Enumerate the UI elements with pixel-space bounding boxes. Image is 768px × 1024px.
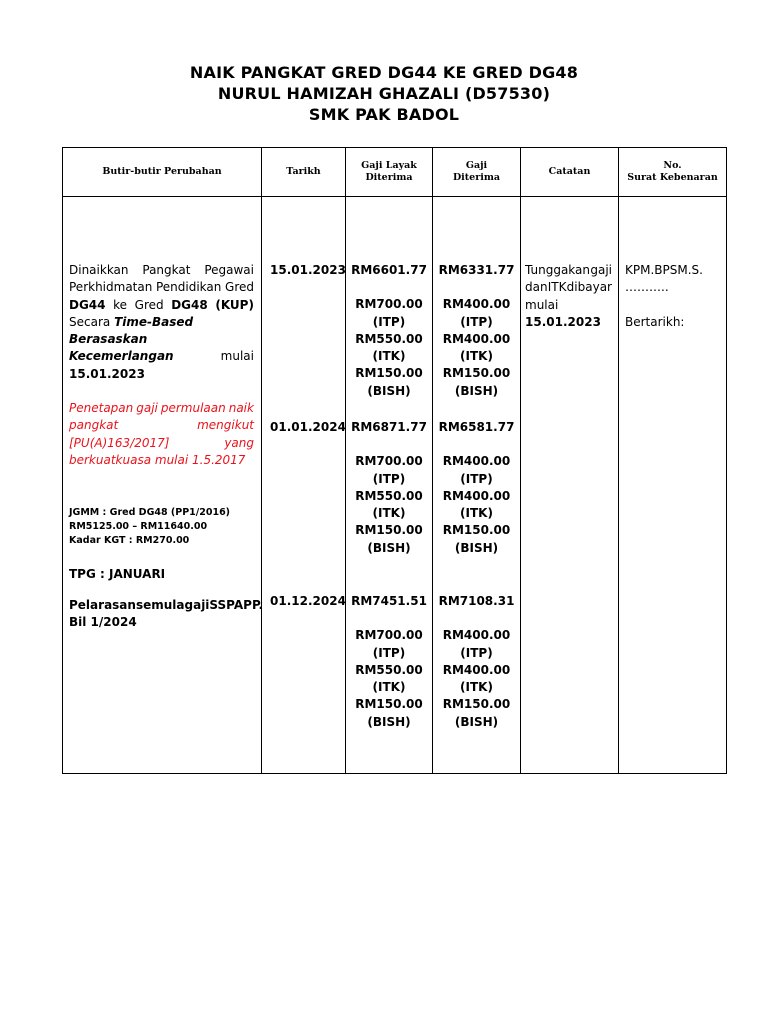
tarikh-value: 15.01.2023 [270,263,346,277]
gaji-layak-cell [346,197,433,774]
bish-amount: RM150.00 [355,697,423,712]
jgmm-line: Kadar KGT : RM270.00 [69,535,190,546]
surat-ref-dots: ……….. [625,280,669,295]
gaji-diterima-block [433,593,520,731]
note-line: Penetapan gaji permulaan naik [69,401,254,415]
jgmm-line: JGMM : Gred DG48 (PP1/2016) [69,507,231,518]
itp-amount: RM700.00 [355,628,423,643]
pu-note [69,400,254,469]
itk-label: (ITK) [460,349,493,364]
butir-cell [63,197,262,774]
header-gaji-layak: Gaji Layak Diterima [346,148,433,197]
bish-amount: RM150.00 [442,366,511,381]
itk-amount: RM550.00 [355,662,423,677]
catatan-line: Tunggakan gaji [525,263,612,277]
jgmm-line: RM5125.00 – RM11640.00 [69,521,208,532]
surat-bertarikh: Bertarikh: [625,314,685,329]
bish-amount: RM150.00 [442,697,511,712]
surat-kebenaran-cell [619,197,727,774]
note-line: [PU(A)163/2017] yang [69,435,254,450]
bish-label: (BISH) [454,383,499,398]
itk-label: (ITK) [372,506,406,521]
tpg-label: TPG : JANUARI [69,567,166,581]
catatan-line: 15.01.2023 [525,314,601,329]
salary-change-table [62,147,727,774]
itk-amount: RM400.00 [442,662,511,677]
gaji-diterima-block [433,262,520,400]
itp-amount: RM400.00 [442,628,511,643]
table-body-row [63,197,727,774]
itp-label: (ITP) [460,645,493,660]
itk-amount: RM550.00 [355,331,423,346]
para-line: Secara Time-Based Berasaskan [69,314,194,347]
header-catatan: Catatan [521,148,619,197]
bish-label: (BISH) [454,540,499,555]
pelarasan-paragraph [69,597,264,632]
gaji-main: RM6331.77 [438,263,515,277]
itk-amount: RM400.00 [442,331,511,346]
itp-amount: RM700.00 [355,454,423,469]
note-line: berkuatkuasa mulai 1.5.2017 [69,452,246,467]
gaji-layak-block [346,593,432,731]
catatan-cell [521,197,619,774]
surat-text [625,262,703,331]
gaji-diterima-cell [433,197,521,774]
itk-label: (ITK) [460,506,493,521]
header-butir: Butir-butir Perubahan [63,148,262,197]
catatan-line: mulai [525,297,559,312]
gaji-main: RM7108.31 [438,594,515,608]
gaji-main: RM6871.77 [351,420,427,434]
itk-label: (ITK) [372,349,406,364]
itp-label: (ITP) [372,471,406,486]
note-line: pangkat mengikut [69,418,254,433]
bish-amount: RM150.00 [442,523,511,538]
gaji-diterima-block [433,419,520,557]
itp-label: (ITP) [372,645,406,660]
bish-amount: RM150.00 [355,366,423,381]
jgmm-info [69,506,230,548]
surat-ref: KPM.BPSM.S. [625,263,703,277]
itp-label: (ITP) [460,314,493,329]
para-line: Kecemerlangan mulai [69,349,254,364]
gaji-main: RM6601.77 [351,263,427,277]
tarikh-value: 01.12.2024 [270,594,346,608]
tarikh-value: 01.01.2024 [270,420,346,434]
catatan-text [525,262,612,331]
itk-amount: RM550.00 [355,488,423,503]
itk-amount: RM400.00 [442,488,511,503]
itp-amount: RM400.00 [442,297,511,312]
gaji-layak-block [346,262,432,400]
bish-label: (BISH) [367,714,411,729]
itk-label: (ITK) [460,680,493,695]
para-line: Perkhidmatan Pendidikan Gred [69,280,254,295]
itp-label: (ITP) [372,314,406,329]
title-line-3: SMK PAK BADOL [308,105,460,124]
table-header-row [63,148,727,197]
header-gaji-diterima: Gaji Diterima [433,148,521,197]
para-line: Dinaikkan Pangkat Pegawai [69,263,254,277]
bish-label: (BISH) [454,714,499,729]
header-tarikh: Tarikh [262,148,346,197]
para-line: 15.01.2023 [69,366,145,381]
para-line: Pelarasan semula gaji SSPA PP. [69,598,264,612]
itp-amount: RM700.00 [355,297,423,312]
promotion-paragraph [69,262,254,383]
bish-label: (BISH) [367,540,411,555]
para-line: DG44 ke Gred DG48 (KUP) [69,297,254,312]
gaji-main: RM7451.51 [351,594,427,608]
para-line: Bil 1/2024 [69,615,137,630]
gaji-main: RM6581.77 [438,420,515,434]
itk-label: (ITK) [372,680,406,695]
bish-label: (BISH) [367,383,411,398]
title-line-2: NURUL HAMIZAH GHAZALI (D57530) [217,84,551,103]
gaji-layak-block [346,419,432,557]
catatan-line: dan ITK dibayar [525,280,612,295]
tarikh-cell [262,197,346,774]
title-line-1: NAIK PANGKAT GRED DG44 KE GRED DG48 [189,63,579,82]
itp-amount: RM400.00 [442,454,511,469]
itp-label: (ITP) [460,471,493,486]
bish-amount: RM150.00 [355,523,423,538]
header-surat-kebenaran: No. Surat Kebenaran [619,148,727,197]
